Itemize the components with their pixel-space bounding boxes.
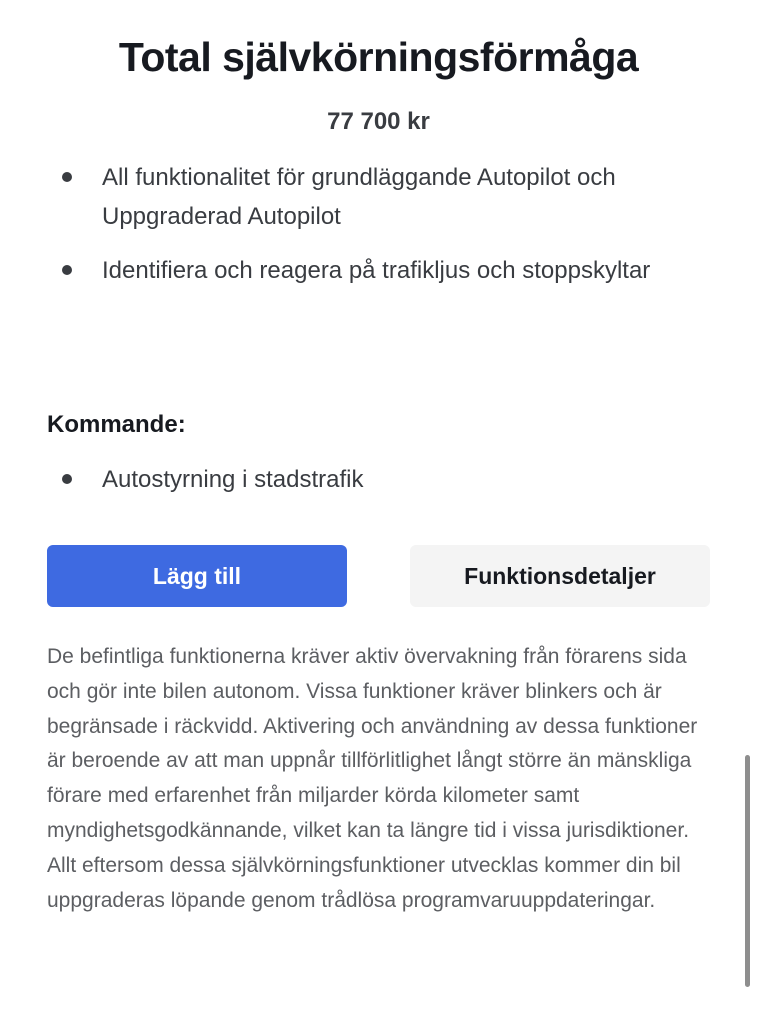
list-item xyxy=(62,252,702,291)
upcoming-heading: Kommande: xyxy=(47,411,186,438)
feature-details-button[interactable]: Funktionsdetaljer xyxy=(410,545,710,607)
feature-text: Identifiera och reagera på trafikljus och stoppskyltar xyxy=(102,257,651,284)
page-title: Total självkörningsförmåga xyxy=(118,34,639,80)
feature-text: All funktionalitet för grundläggande Autopilot och Uppgraderad Autopilot xyxy=(102,164,616,230)
scrollbar[interactable] xyxy=(745,755,750,987)
price-label: 77 700 kr xyxy=(327,108,430,135)
bullet-icon xyxy=(62,172,72,182)
list-item xyxy=(62,461,702,500)
bullet-icon xyxy=(62,265,72,275)
list-item xyxy=(62,159,702,236)
upcoming-text: Autostyrning i stadstrafik xyxy=(102,466,364,493)
add-button[interactable]: Lägg till xyxy=(47,545,347,607)
feature-list xyxy=(62,159,702,307)
upcoming-list xyxy=(62,461,702,516)
disclaimer-text: De befintliga funktionerna kräver aktiv övervakning från förarens sida och gör inte bilen autonom. Vissa funktioner kräver blinkers och är begränsade i räckvidd. Aktivering och användning av dessa funktioner är beroende av att man uppnår tillförlitlighet långt större än mänskliga förare med erfarenhet från miljarder körda kilometer samt myndighetsgodkännande, vilket kan ta längre tid i vissa jurisdiktioner. Allt eftersom dessa självkörningsfunktioner utvecklas kommer din bil uppgraderas löpande genom trådlösa programvaruuppdateringar. xyxy=(47,645,698,912)
bullet-icon xyxy=(62,474,72,484)
